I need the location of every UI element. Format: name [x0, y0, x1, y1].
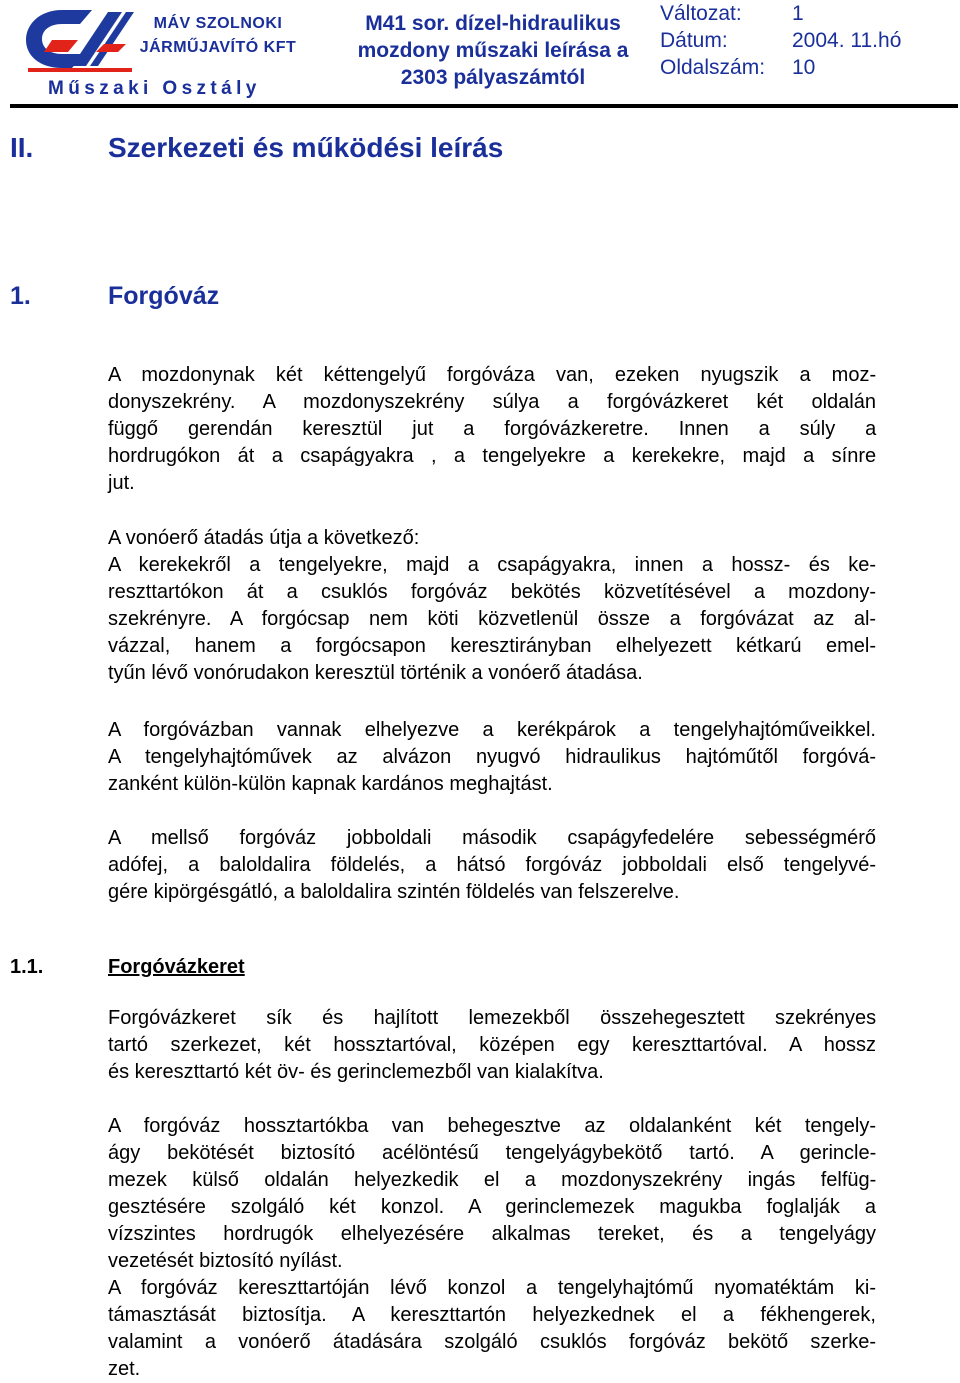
text-line: tyűn lévő vonórudakon keresztül történik a vonóerő átadása. [108, 662, 643, 684]
text-line: hordrugókon át a csapágyakra , a tengelyekre a kerekekre, majd a sínre [108, 445, 877, 467]
paragraph-bogie-intro [108, 362, 876, 497]
section-number: 1. [10, 282, 31, 310]
document-title-line3: 2303 pályaszámtól [400, 66, 586, 89]
document-title-line1: M41 sor. dízel-hidraulikus [365, 12, 621, 35]
text-line: Forgóvázkeret sík és hajlított lemezekből összehegesztett szekrényes [108, 1007, 877, 1029]
document-title [336, 10, 650, 91]
document-header [0, 0, 960, 110]
text-line: zet. [108, 1358, 141, 1380]
chapter-title: Szerkezeti és működési leírás [108, 132, 504, 163]
text-line: A tengelyhajtóművek az alvázon nyugvó hidraulikus hajtóműtől forgóvá- [108, 746, 876, 768]
text-line: szekrényre. A forgócsap nem köti közvetlenül össze a forgóvázat az al- [108, 608, 877, 630]
text-line: vízszintes hordrugók elhelyezésére alkalmas tereket, és a tengelyágy [108, 1223, 876, 1245]
document-title-line2: mozdony műszaki leírása a [357, 39, 629, 62]
text-line: gesztésére szolgáló két konzol. A gerinclemezek magukba foglalják a [108, 1196, 876, 1218]
subsection-title: Forgóvázkeret [108, 956, 245, 978]
paragraph-axle-drives [108, 717, 876, 798]
text-line: ágy bekötését biztosító acélöntésű tengelyágybekötő tartó. A gerincle- [108, 1142, 877, 1164]
version-label: Változat: [660, 2, 742, 25]
company-name-line1: MÁV SZOLNOKI [153, 15, 283, 32]
text-line: gére kipörgésgátló, a baloldalira szintén földelés van felszerelve. [108, 881, 680, 903]
company-name [118, 12, 318, 60]
paragraph-frame-structure [108, 1005, 876, 1086]
text-line: jut. [108, 472, 135, 494]
header-divider [10, 104, 958, 108]
text-line: A kerekekről a tengelyekre, majd a csapágyakra, innen a hossz- és ke- [108, 554, 876, 576]
text-line: vezetését biztosító nyílást. [108, 1250, 343, 1272]
text-line: A vonóerő átadás útja a következő: [108, 527, 420, 549]
company-name-line2: JÁRMŰJAVÍTÓ KFT [139, 39, 297, 56]
text-line: A mozdonynak két kéttengelyű forgóváza van, ezeken nyugszik a moz- [108, 364, 877, 386]
text-line: tartó szerkezet, két hossztartóval, középen egy kereszttartóval. A hossz [108, 1034, 876, 1056]
text-line: donyszekrény. A mozdonyszekrény súlya a forgóvázkeret két oldalán [108, 391, 876, 413]
paragraph-traction-path [108, 525, 876, 687]
section-title: Forgóváz [108, 282, 220, 310]
page-number-value: 10 [792, 56, 816, 79]
date-value: 2004. 11.hó [792, 29, 902, 52]
department-name: Műszaki Osztály [48, 78, 261, 99]
subsection-number: 1.1. [10, 956, 44, 978]
paragraph-frame-details [108, 1113, 876, 1275]
text-line: zanként külön-külön kapnak kardános meghajtást. [108, 773, 553, 795]
text-line: vázzal, hanem a forgócsapon keresztirányban elhelyezett kétkarú emel- [108, 635, 876, 657]
text-line: függő gerendán keresztül jut a forgóvázkeretre. Innen a súly a [108, 418, 877, 440]
paragraph-sensors [108, 825, 876, 906]
text-line: A forgóváz hossztartókba van behegesztve az oldalanként két tengely- [108, 1115, 876, 1137]
text-line: A forgóváz kereszttartóján lévő konzol a tengelyhajtómű nyomatéktám ki- [108, 1277, 876, 1299]
text-line: és kereszttartó két öv- és gerinclemezből van kialakítva. [108, 1061, 604, 1083]
version-value: 1 [792, 2, 804, 25]
text-line: reszttartókon át a csuklós forgóváz bekötés közvetítésével a mozdony- [108, 581, 876, 603]
text-line: A forgóvázban vannak elhelyezve a kerékpárok a tengelyhajtóműveikkel. [108, 719, 876, 741]
chapter-number: II. [10, 132, 34, 163]
text-line: valamint a vonóerő átadására szolgáló csuklós forgóváz bekötő szerke- [108, 1331, 876, 1353]
text-line: támasztását biztosítja. A kereszttartón helyezkednek el a fékhengerek, [108, 1304, 876, 1326]
paragraph-cross-member [108, 1275, 876, 1383]
text-line: mezek külső oldalán helyezkedik el a mozdonyszekrény ingás felfüg- [108, 1169, 877, 1191]
text-line: A mellső forgóváz jobboldali második csapágyfedelére sebességmérő [108, 827, 877, 849]
text-line: adófej, a baloldalira földelés, a hátsó forgóváz jobboldali első tengelyvé- [108, 854, 877, 876]
page-number-label: Oldalszám: [660, 56, 766, 79]
date-label: Dátum: [660, 29, 728, 52]
